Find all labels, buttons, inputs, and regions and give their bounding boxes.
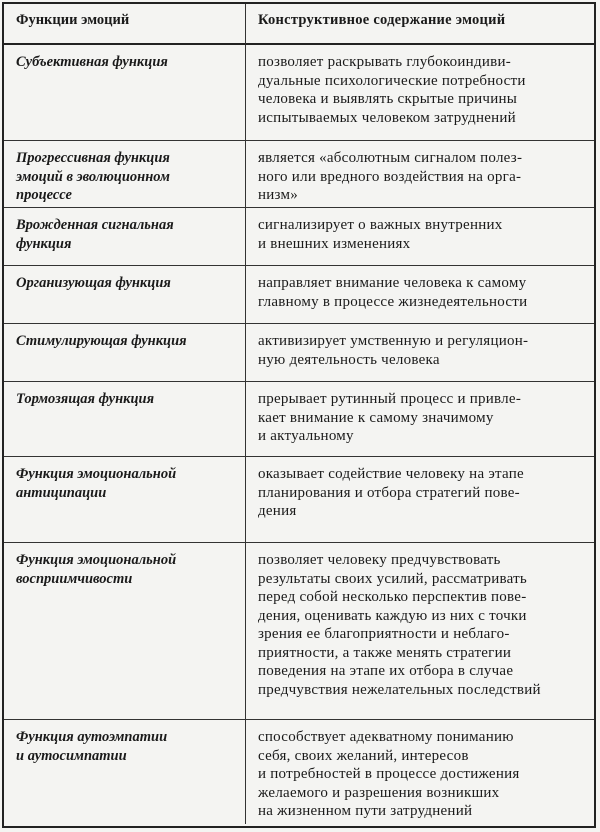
function-name-cell [4,208,246,266]
function-content-line: прерывает рутинный процесс и привле- [258,391,522,407]
function-content-line: способствует адекватному пониманию [258,729,514,745]
function-content-line: главному в процессе жизнедеятельности [258,293,528,310]
function-name-line: Функция эмоциональной [16,552,177,568]
function-content-line: желаемого и разрешения возникших [258,784,500,801]
function-content-line: ную деятельность человека [258,351,440,368]
function-content-line: дуальные психологические потребности [258,72,526,89]
function-content-line: оказывает содействие человеку на этапе [258,466,524,482]
function-name-cell [4,382,246,457]
function-name-line: Функция эмоциональной [16,466,177,482]
function-name-cell [4,141,246,208]
function-content-cell [246,324,594,382]
function-name-line: процессе [16,187,72,203]
function-name-cell [4,266,246,324]
function-content-line: на жизненном пути затруднений [258,803,473,819]
function-name-line: Организующая функция [16,275,171,291]
function-content-line: и внешних изменениях [258,235,411,252]
function-content-line: дения [258,503,297,519]
function-content-line: результаты своих усилий, рассматривать [258,570,528,587]
function-content-cell [246,543,594,720]
function-content-line: кает внимание к самому значимому [258,409,494,426]
function-content-line: испытываемых человеком затруднений [258,109,516,126]
function-name-cell [4,720,246,824]
function-content-line: предчувствия нежелательных последствий [258,681,541,698]
function-content-line: приятности, а также менять стратегии [258,644,512,661]
function-content-line: позволяет раскрывать глубокоиндиви- [258,54,511,70]
function-name-line: Функция аутоэмпатии [16,729,168,745]
function-name-line: Стимулирующая функция [16,333,187,349]
function-name-line: Тормозящая функция [16,391,155,407]
function-content-line: поведения на этапе их отбора в случае [258,663,514,679]
function-content-line: себя, своих желаний, интересов [258,747,469,764]
function-content-line: низм» [258,187,299,203]
function-name-line: антиципации [16,484,107,501]
function-name-cell [4,45,246,141]
function-content-line: активизирует умственную и регуляцион- [258,333,529,349]
function-name-line: Врожденная сигнальная [16,217,174,233]
header-content: Конструктивное содержание эмоций [246,4,594,45]
function-name-line: Прогрессивная функция [16,150,170,166]
function-content-line: планирования и отбора стратегий пове- [258,484,520,501]
emotion-functions-table [2,2,596,828]
function-content-cell [246,720,594,824]
function-content-line: перед собой несколько перспектив пове- [258,589,527,605]
function-content-cell [246,141,594,208]
function-name-line: Субъективная функция [16,54,168,70]
function-name-line: восприимчивости [16,570,133,587]
function-content-line: дения, оценивать каждую из них с точки [258,607,527,624]
function-name-cell [4,457,246,543]
function-content-line: ного или вредного воздействия на орга- [258,168,522,185]
function-content-line: и потребностей в процессе достижения [258,766,520,782]
function-content-cell [246,208,594,266]
function-name-line: эмоций в эволюционном [16,168,170,185]
function-content-line: сигнализирует о важных внутренних [258,217,503,233]
function-content-cell [246,45,594,141]
function-content-line: является «абсолютным сигналом полез- [258,150,523,166]
function-content-cell [246,457,594,543]
function-content-line: и актуальному [258,428,354,444]
function-content-line: направляет внимание человека к самому [258,275,527,291]
function-content-line: зрения ее благоприятности и неблаго- [258,626,510,642]
function-content-line: человека и выявлять скрытые причины [258,91,518,107]
header-functions: Функции эмоций [4,4,246,45]
function-name-line: функция [16,235,72,252]
function-content-cell [246,382,594,457]
function-name-line: и аутосимпатии [16,747,127,764]
function-content-line: позволяет человеку предчувствовать [258,552,501,568]
function-name-cell [4,543,246,720]
function-name-cell [4,324,246,382]
function-content-cell [246,266,594,324]
